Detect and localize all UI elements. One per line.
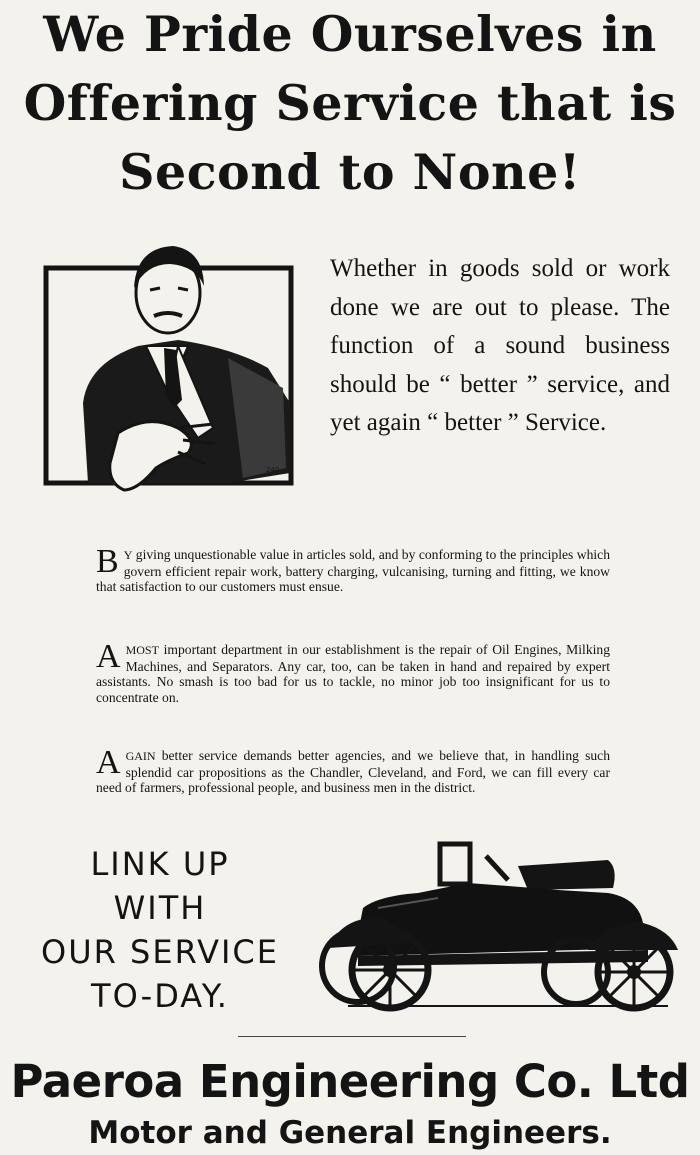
- slogan-line-2: WITH: [113, 889, 207, 927]
- paragraph-2-lead: MOST: [125, 643, 159, 657]
- headline: [0, 0, 700, 207]
- company-name: Paeroa Engineering Co. Ltd: [10, 1055, 690, 1108]
- headline-line-1: We Pride Ourselves in: [43, 5, 657, 63]
- intro-text: Whether in goods sold or work done we are out to please. The function of a sound business should be “ better ” service, and yet again “ better ” Service.: [330, 255, 670, 436]
- artist-signature: 240: [266, 466, 280, 474]
- dropcap-2: A: [96, 638, 121, 675]
- paragraph-1-text: giving unquestionable value in articles sold, and by conforming to the principles which govern efficient repair work, battery charging, vulcanising, turning and fitting, we know that satisfaction to our customers must ensue.: [96, 547, 610, 594]
- headline-line-3: Second to None!: [119, 143, 581, 201]
- divider: [238, 1036, 466, 1037]
- slogan-line-1: LINK UP: [90, 845, 230, 883]
- vintage-car-icon: [318, 838, 684, 1016]
- paragraph-3-lead: GAIN: [125, 749, 156, 763]
- slogan-line-3: OUR SERVICE: [41, 933, 279, 971]
- company-subtitle: Motor and General Engineers.: [88, 1115, 612, 1151]
- headline-line-2: Offering Service that is: [23, 74, 677, 132]
- dropcap-3: A: [96, 744, 121, 781]
- paragraph-2: [96, 638, 610, 705]
- slogan: [10, 842, 310, 1018]
- paragraph-1-lead: Y: [123, 548, 133, 562]
- dropcap-1: B: [96, 543, 119, 580]
- paragraph-3: [96, 744, 610, 796]
- paragraph-3-text: better service demands better agencies, and we believe that, in handling such splendid car propositions as the Chandler, Cleveland, and Ford, we can fill every car need of farmers, professional people, and business men in the district.: [96, 748, 610, 795]
- slogan-line-4: TO-DAY.: [91, 977, 229, 1015]
- businessman-illustration-icon: [28, 228, 313, 513]
- paragraph-2-text: important department in our establishment is the repair of Oil Engines, Milking Machines, and Separators. Any car, too, can be taken in hand and repaired by expert assistants. No smash is too bad for us to tackle, no minor job too insignificant for us to concentrate on.: [96, 642, 610, 705]
- paragraph-1: [96, 543, 610, 595]
